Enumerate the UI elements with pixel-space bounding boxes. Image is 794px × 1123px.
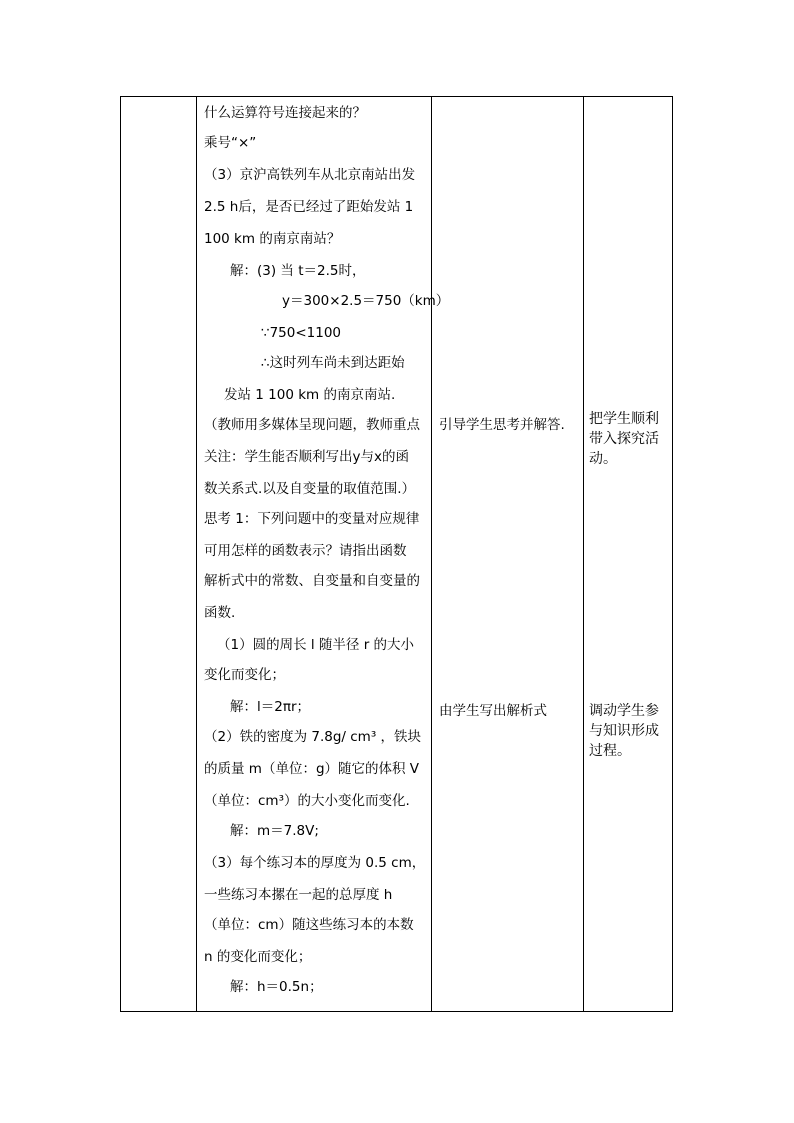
lesson-table xyxy=(120,96,673,1012)
content-line: 一些练习本摞在一起的总厚度 h xyxy=(204,887,393,903)
content-line: 解：m＝7.8V; xyxy=(230,823,319,839)
design-intent: 把学生顺利带入探究活动。 xyxy=(589,411,659,467)
content-line: 解：h＝0.5n； xyxy=(230,979,323,995)
content-line: 解析式中的常数、自变量和自变量的 xyxy=(204,573,420,589)
column-divider-2 xyxy=(431,97,432,1011)
content-line: y＝300×2.5＝750（km） xyxy=(282,293,450,309)
content-line: 解：l＝2πr； xyxy=(230,699,311,715)
content-line: （3）每个练习本的厚度为 0.5 cm， xyxy=(204,855,426,871)
content-line: （3）京沪高铁列车从北京南站出发 xyxy=(204,167,416,183)
content-line: （教师用多媒体呈现问题，教师重点 xyxy=(204,417,420,433)
content-line: （2）铁的密度为 7.8g/ cm³ ，铁块 xyxy=(204,729,422,745)
content-column xyxy=(197,97,450,1011)
content-line: 变化而变化； xyxy=(204,667,285,683)
teacher-activity: 引导学生思考并解答. xyxy=(439,417,565,433)
content-line: 数关系式.以及自变量的取值范围.） xyxy=(204,481,416,497)
content-line: （单位：cm）随这些练习本的本数 xyxy=(204,917,414,933)
design-intent: 调动学生参与知识形成过程。 xyxy=(589,703,659,759)
content-line: 100 km 的南京南站？ xyxy=(204,231,341,247)
content-line: 乘号“×” xyxy=(204,135,257,151)
content-line: 什么运算符号连接起来的？ xyxy=(204,105,366,121)
content-line: 关注：学生能否顺利写出y与x的函 xyxy=(204,449,409,465)
content-line: ∴这时列车尚未到达距始 xyxy=(261,355,405,371)
content-line: 函数. xyxy=(204,605,236,621)
content-line: n 的变化而变化； xyxy=(204,949,312,965)
content-line: 2.5 h后，是否已经过了距始发站 1 xyxy=(204,199,414,215)
content-line: ∵750<1100 xyxy=(261,325,342,341)
content-line: （单位：cm³）的大小变化而变化. xyxy=(204,793,410,809)
content-line: 发站 1 100 km 的南京南站. xyxy=(224,387,396,403)
content-line: 解：(3) 当 t＝2.5时， xyxy=(230,263,366,279)
content-line: 可用怎样的函数表示？请指出函数 xyxy=(204,543,407,559)
column-divider-3 xyxy=(583,97,584,1011)
teacher-activity: 由学生写出解析式 xyxy=(439,703,547,719)
content-line: 的质量 m（单位：g）随它的体积 V xyxy=(204,761,420,777)
content-line: 思考 1：下列问题中的变量对应规律 xyxy=(204,511,420,527)
content-line: （1）圆的周长 l 随半径 r 的大小 xyxy=(217,637,415,653)
